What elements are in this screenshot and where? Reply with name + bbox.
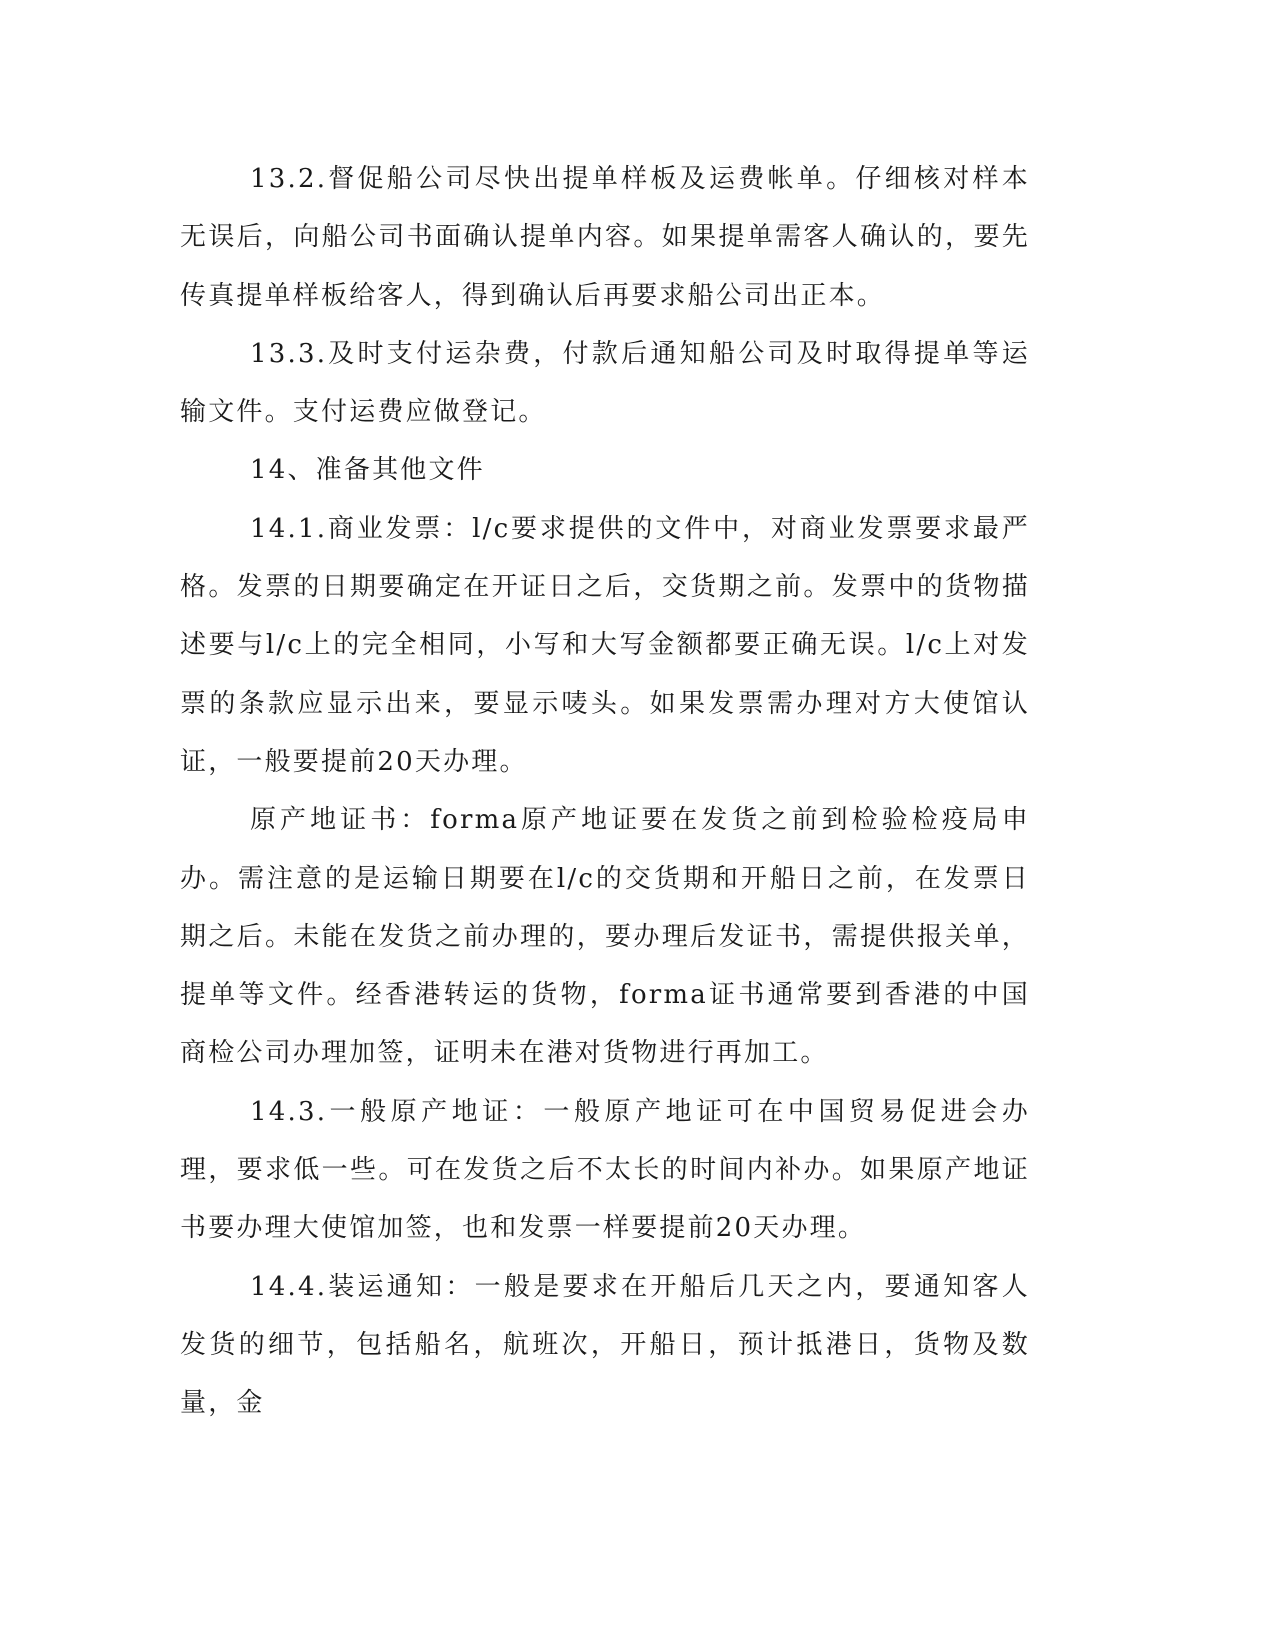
paragraph-13-3: 13.3.及时支付运杂费，付款后通知船公司及时取得提单等运输文件。支付运费应做登记。 [180,338,1030,428]
paragraph-14-1: 14.1.商业发票：l/c要求提供的文件中，对商业发票要求最严格。发票的日期要确定在开证日之后，交货期之前。发票中的货物描述要与l/c上的完全相同，小写和大写金额都要正确无误。l/c上对发票的条款应显示出来，要显示唛头。如果发票需办理对方大使馆认证，一般要提前20天办理。 [180,513,1030,777]
paragraph-14-3: 14.3.一般原产地证：一般原产地证可在中国贸易促进会办理，要求低一些。可在发货之后不太长的时间内补办。如果原产地证书要办理大使馆加签，也和发票一样要提前20天办理。 [180,1096,1030,1244]
paragraph-certificate-of-origin: 原产地证书：forma原产地证要在发货之前到检验检疫局申办。需注意的是运输日期要在l/c的交货期和开船日之前，在发票日期之后。未能在发货之前办理的，要办理后发证书，需提供报关单，提单等文件。经香港转运的货物，forma证书通常要到香港的中国商检公司办理加签，证明未在港对货物进行再加工。 [180,805,1030,1069]
paragraph-14-4: 14.4.装运通知：一般是要求在开船后几天之内，要通知客人发货的细节，包括船名，航班次，开船日，预计抵港日，货物及数量，金 [180,1271,1030,1419]
paragraph-13-2: 13.2.督促船公司尽快出提单样板及运费帐单。仔细核对样本无误后，向船公司书面确认提单内容。如果提单需客人确认的，要先传真提单样板给客人，得到确认后再要求船公司出正本。 [180,164,1030,311]
section-heading-14: 14、准备其他文件 [250,455,485,486]
document-page [180,150,1030,1433]
